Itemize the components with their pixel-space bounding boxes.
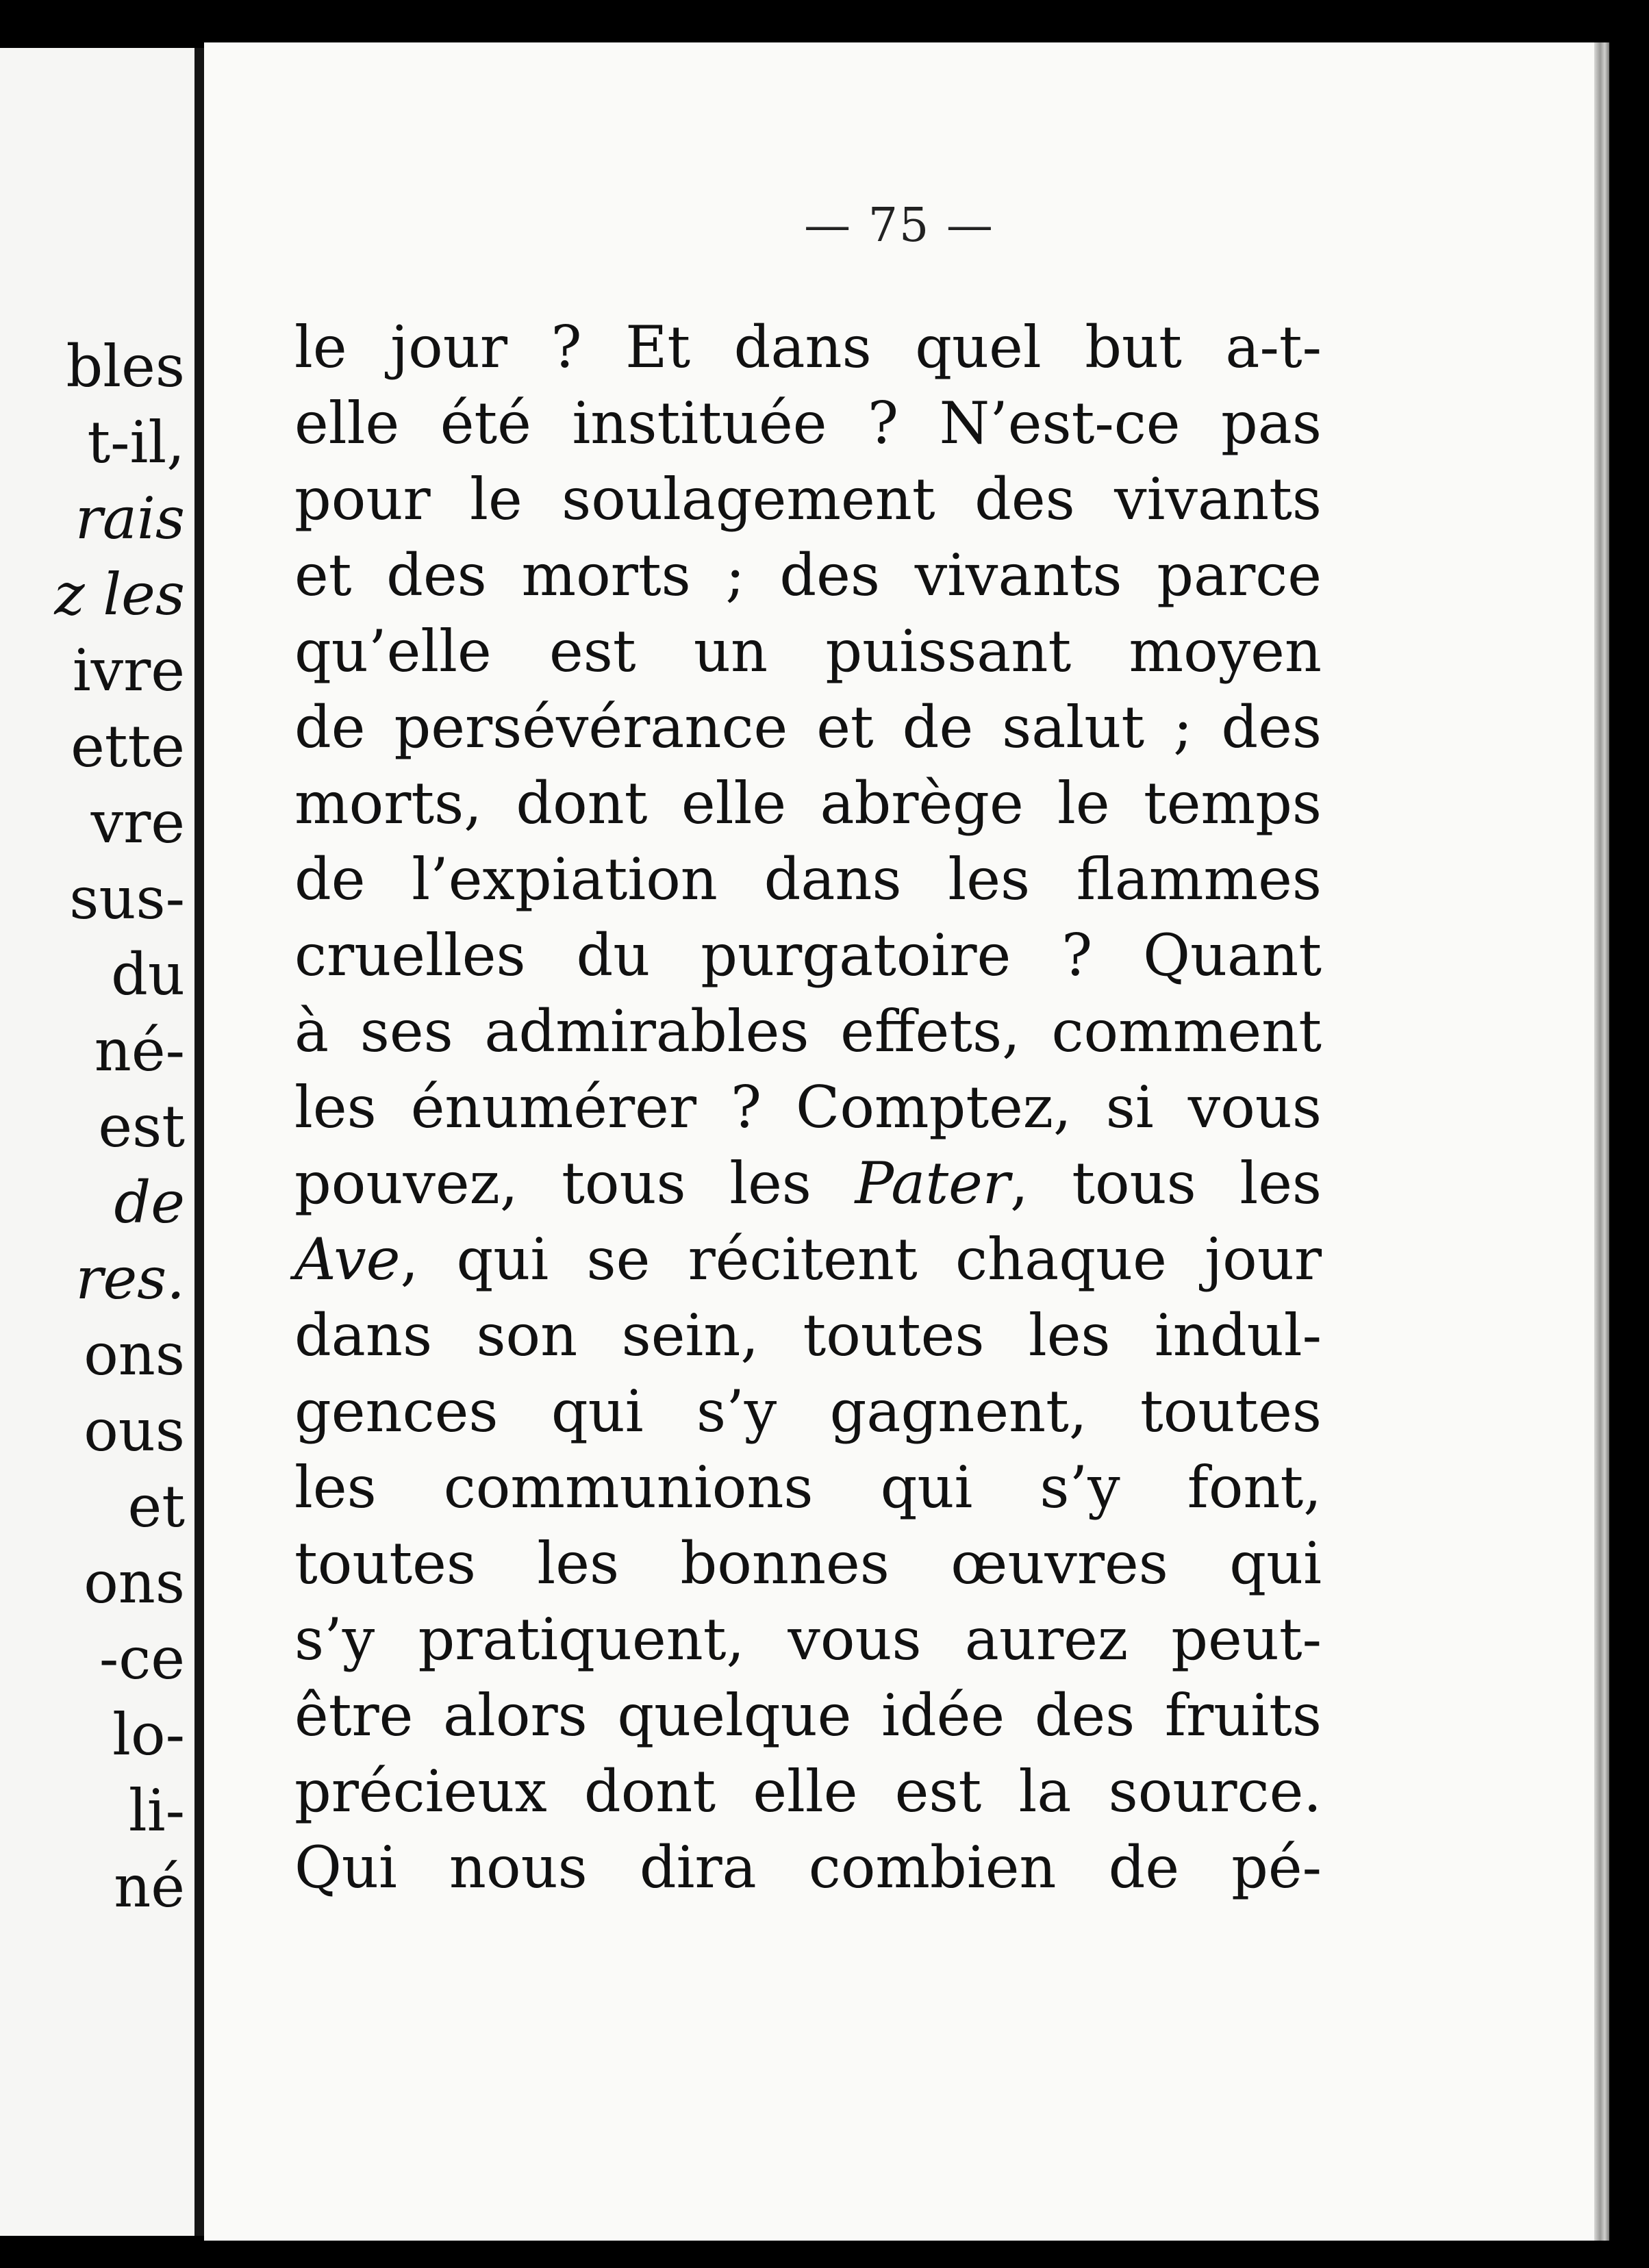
previous-page-line: de xyxy=(114,1169,185,1236)
body-line xyxy=(294,462,1322,538)
body-line xyxy=(294,1754,1322,1830)
line-text: les communions qui s’y font, xyxy=(294,1454,1322,1521)
previous-page-line: li- xyxy=(128,1777,185,1844)
body-line xyxy=(294,1602,1322,1678)
body-line xyxy=(294,1146,1322,1222)
body-line xyxy=(294,1298,1322,1374)
italic-word: Pater xyxy=(855,1150,1010,1217)
line-text: de persévérance et de salut ; des xyxy=(294,694,1322,761)
line-text: à ses admirables effets, comment xyxy=(294,998,1322,1065)
line-text: pouvez, tous les xyxy=(294,1150,855,1217)
previous-page-line: bles xyxy=(66,333,185,400)
body-line xyxy=(294,614,1322,690)
previous-page-line: né xyxy=(114,1853,185,1920)
body-line xyxy=(294,690,1322,766)
body-line xyxy=(294,1222,1322,1298)
line-text: qu’elle est un puissant moyen xyxy=(294,618,1322,685)
body-line xyxy=(294,1070,1322,1146)
previous-page-line: ous xyxy=(84,1397,185,1464)
previous-page-line: du xyxy=(111,941,185,1008)
line-text: , tous les xyxy=(1009,1150,1322,1217)
line-text: cruelles du purgatoire ? Quant xyxy=(294,922,1322,989)
line-text: toutes les bonnes œuvres qui xyxy=(294,1530,1322,1597)
previous-page-line: et xyxy=(127,1473,185,1540)
line-text: elle été instituée ? N’est-ce pas xyxy=(294,390,1322,457)
previous-page-line: ons xyxy=(84,1321,185,1388)
previous-page-line: ons xyxy=(84,1549,185,1616)
previous-page-line: sus- xyxy=(69,865,185,932)
previous-page-line: -ce xyxy=(99,1625,185,1692)
previous-page-line: est xyxy=(98,1093,185,1160)
line-text: Qui nous dira combien de pé- xyxy=(294,1834,1322,1901)
previous-page-line: t-il, xyxy=(87,409,185,476)
previous-page-line: né- xyxy=(94,1017,185,1084)
body-line xyxy=(294,386,1322,462)
line-text: les énumérer ? Comptez, si vous xyxy=(294,1074,1322,1141)
previous-page-line: ette xyxy=(71,713,185,780)
page-body-text xyxy=(294,310,1322,1906)
body-line xyxy=(294,1526,1322,1602)
book-gutter xyxy=(194,48,204,2236)
body-line xyxy=(294,842,1322,918)
line-text: gences qui s’y gagnent, toutes xyxy=(294,1378,1322,1445)
previous-page-line: ivre xyxy=(72,637,185,704)
body-line xyxy=(294,538,1322,614)
page-number: — 75 — xyxy=(804,199,994,253)
previous-page-line: vre xyxy=(90,789,185,856)
current-page xyxy=(204,42,1594,2241)
line-text: et des morts ; des vivants parce xyxy=(294,542,1322,609)
previous-page-line: z les xyxy=(54,561,185,628)
previous-page-line: lo- xyxy=(112,1701,185,1768)
body-line xyxy=(294,1830,1322,1906)
line-text: le jour ? Et dans quel but a-t- xyxy=(294,314,1322,381)
page-edge xyxy=(1594,42,1609,2241)
italic-word: Ave xyxy=(294,1226,401,1293)
previous-page-text xyxy=(0,329,185,1925)
previous-page-line: res. xyxy=(75,1245,185,1312)
body-line xyxy=(294,1450,1322,1526)
line-text: , qui se récitent chaque jour xyxy=(400,1226,1322,1293)
line-text: être alors quelque idée des fruits xyxy=(294,1682,1322,1749)
line-text: de l’expiation dans les flammes xyxy=(294,846,1322,913)
body-line xyxy=(294,918,1322,994)
line-text: dans son sein, toutes les indul- xyxy=(294,1302,1322,1369)
line-text: morts, dont elle abrège le temps xyxy=(294,770,1322,837)
body-line xyxy=(294,1678,1322,1754)
line-text: s’y pratiquent, vous aurez peut- xyxy=(294,1606,1322,1673)
previous-page-line: rais xyxy=(75,485,185,552)
body-line xyxy=(294,994,1322,1070)
body-line xyxy=(294,310,1322,386)
body-line xyxy=(294,1374,1322,1450)
line-text: pour le soulagement des vivants xyxy=(294,466,1322,533)
previous-page-fragment xyxy=(0,48,194,2236)
line-text: précieux dont elle est la source. xyxy=(294,1758,1322,1825)
body-line xyxy=(294,766,1322,842)
